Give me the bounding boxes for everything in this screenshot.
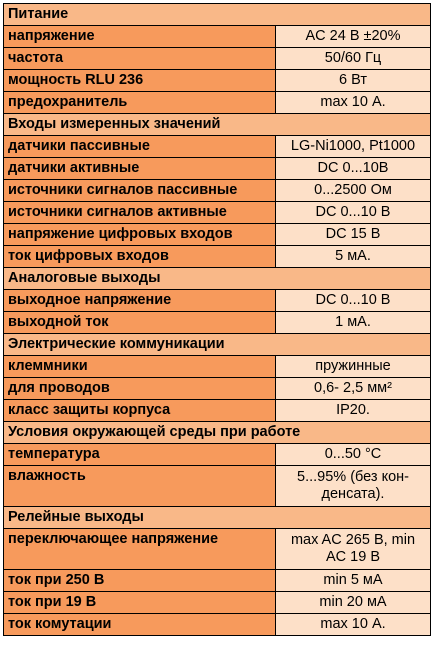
- spec-row: [4, 48, 431, 70]
- spec-value: LG-Ni1000, Pt1000: [276, 136, 431, 158]
- spec-value: min 20 мА: [276, 592, 431, 614]
- spec-row: [4, 136, 431, 158]
- spec-value: 5...95% (без кон-денсата).: [276, 466, 431, 507]
- section-title: Входы измеренных значений: [4, 114, 431, 136]
- spec-value: max 10 А.: [276, 92, 431, 114]
- spec-value: 0,6- 2,5 мм²: [276, 378, 431, 400]
- spec-label: датчики активные: [4, 158, 276, 180]
- section-header: [4, 114, 431, 136]
- spec-label: для проводов: [4, 378, 276, 400]
- spec-row: [4, 400, 431, 422]
- spec-value: пружинные: [276, 356, 431, 378]
- spec-row: [4, 158, 431, 180]
- spec-label: предохранитель: [4, 92, 276, 114]
- section-title: Электрические коммуникации: [4, 334, 431, 356]
- spec-row: [4, 570, 431, 592]
- spec-value: 0...2500 Ом: [276, 180, 431, 202]
- section-header: [4, 422, 431, 444]
- spec-label: датчики пассивные: [4, 136, 276, 158]
- spec-row: [4, 378, 431, 400]
- section-header: [4, 268, 431, 290]
- spec-label: напряжение: [4, 26, 276, 48]
- spec-table-body: [4, 4, 431, 636]
- spec-value: 6 Вт: [276, 70, 431, 92]
- spec-row: [4, 529, 431, 570]
- spec-row: [4, 202, 431, 224]
- spec-label: мощность RLU 236: [4, 70, 276, 92]
- spec-label: ток при 19 В: [4, 592, 276, 614]
- spec-value: DC 0...10 В: [276, 290, 431, 312]
- spec-value: min 5 мА: [276, 570, 431, 592]
- spec-row: [4, 246, 431, 268]
- spec-row: [4, 92, 431, 114]
- section-title: Релейные выходы: [4, 507, 431, 529]
- section-title: Условия окружающей среды при работе: [4, 422, 431, 444]
- spec-row: [4, 70, 431, 92]
- spec-table: [3, 3, 431, 636]
- spec-label: ток комутации: [4, 614, 276, 636]
- spec-value: 0...50 °C: [276, 444, 431, 466]
- spec-label: выходной ток: [4, 312, 276, 334]
- section-header: [4, 4, 431, 26]
- spec-label: частота: [4, 48, 276, 70]
- section-header: [4, 334, 431, 356]
- spec-value: DC 0...10 В: [276, 202, 431, 224]
- spec-value: IP20.: [276, 400, 431, 422]
- spec-value: 5 мА.: [276, 246, 431, 268]
- spec-label: влажность: [4, 466, 276, 507]
- spec-label: температура: [4, 444, 276, 466]
- spec-value: 1 мА.: [276, 312, 431, 334]
- spec-label: ток при 250 В: [4, 570, 276, 592]
- spec-row: [4, 466, 431, 507]
- spec-row: [4, 312, 431, 334]
- spec-row: [4, 592, 431, 614]
- spec-label: клеммники: [4, 356, 276, 378]
- section-header: [4, 507, 431, 529]
- spec-value: DC 0...10В: [276, 158, 431, 180]
- spec-row: [4, 614, 431, 636]
- spec-row: [4, 290, 431, 312]
- spec-label: переключающее напряжение: [4, 529, 276, 570]
- spec-value: AC 24 В ±20%: [276, 26, 431, 48]
- spec-value: max AC 265 В, min AC 19 В: [276, 529, 431, 570]
- spec-label: ток цифровых входов: [4, 246, 276, 268]
- section-title: Аналоговые выходы: [4, 268, 431, 290]
- spec-label: выходное напряжение: [4, 290, 276, 312]
- spec-value: 50/60 Гц: [276, 48, 431, 70]
- spec-value: DC 15 В: [276, 224, 431, 246]
- spec-row: [4, 444, 431, 466]
- spec-label: источники сигналов активные: [4, 202, 276, 224]
- spec-label: напряжение цифровых входов: [4, 224, 276, 246]
- spec-value: max 10 А.: [276, 614, 431, 636]
- spec-label: источники сигналов пассивные: [4, 180, 276, 202]
- spec-row: [4, 356, 431, 378]
- section-title: Питание: [4, 4, 431, 26]
- spec-row: [4, 180, 431, 202]
- spec-label: класс защиты корпуса: [4, 400, 276, 422]
- spec-row: [4, 224, 431, 246]
- spec-row: [4, 26, 431, 48]
